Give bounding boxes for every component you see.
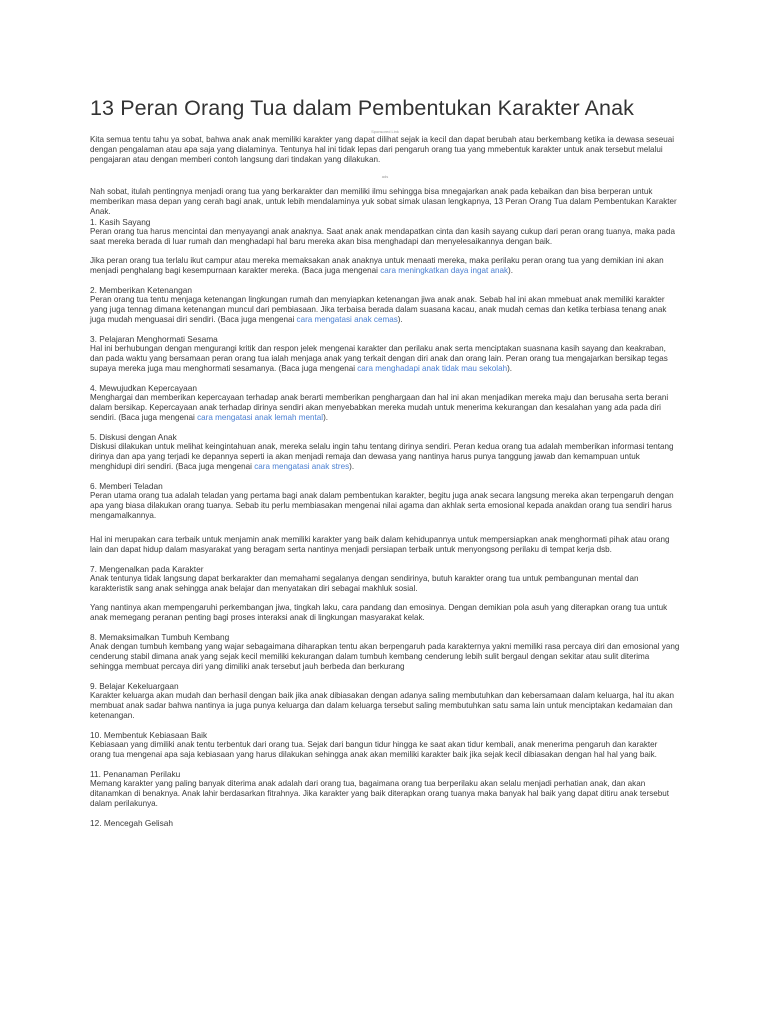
section-heading-6: 6. Memberi Teladan — [90, 481, 163, 491]
section-7-paragraph-1: Anak tentunya tidak langsung dapat berkarakter dan memahami segalanya dengan sendirinya, butuh karakter orang tua untuk pembangunan mental dan karakteristik sang anak sehingga anak belajar dan menyatakan diri sebagai makhluk sosial. — [90, 574, 639, 593]
related-link-4[interactable]: cara mengatasi anak lemah mental — [197, 413, 324, 422]
section-heading-3: 3. Pelajaran Menghormati Sesama — [90, 334, 218, 344]
related-link-5[interactable]: cara mengatasi anak stres — [254, 462, 350, 471]
section-heading-8: 8. Memaksimalkan Tumbuh Kembang — [90, 632, 230, 642]
related-link-2[interactable]: cara mengatasi anak cemas — [296, 315, 398, 324]
section-6-paragraph-2: Hal ini merupakan cara terbaik untuk menjamin anak memiliki karakter yang baik dalam kehidupannya untuk mempersiapkan anak menghormati pihak atau orang lain dan dapat hidup dalam masyarakat yang beragam serta nantinya menjadi persiapan terbaik untuk menyongsong perilaku di tempat kerja dsb. — [90, 535, 670, 554]
section-heading-11: 11. Penanaman Perilaku — [90, 769, 181, 779]
section-4-paragraph-1: Menghargai dan memberikan kepercayaan terhadap anak berarti memberikan penghargaan dan hal ini akan menjadikan mereka maju dan berusaha serta berani dalam bersikap. Kepercayaan anak terhadap dirinya sendiri akan menyebabkan mereka mudah untuk menerima kekurangan dan kesalahan yang ada pada diri sendiri. (Baca juga mengenai cara mengatasi anak lemah mental). — [90, 393, 669, 422]
related-link-1[interactable]: cara meningkatkan daya ingat anak — [380, 266, 509, 275]
section-7-paragraph-2: Yang nantinya akan mempengaruhi perkembangan jiwa, tingkah laku, cara pandang dan emosinya. Dengan demikian pola asuh yang diterapkan orang tua untuk anak memegang peranan penting bagi proses interaksi anak di lingkungan masyarakat kelak. — [90, 603, 668, 622]
section-heading-12: 12. Mencegah Gelisah — [90, 818, 174, 828]
intro-paragraph-1: Kita semua tentu tahu ya sobat, bahwa anak anak memiliki karakter yang dapat dilihat sejak ia kecil dan dapat berubah atau berkembang ketika ia dewasa seseuai dengan pengalaman atau apa saja yang dialaminya. Tentunya hal ini tidak lepas dari pengaruh orang tua yang mmebentuk karakter untuk anak tersebut melalui pengajaran atau dengan memberi contoh langsung dari tindakan yang dilakukan. — [90, 135, 675, 164]
section-9-paragraph-1: Karakter keluarga akan mudah dan berhasil dengan baik jika anak dibiasakan dengan adanya saling membutuhkan dan kebersamaan dalam keluarga, hal itu akan membuat anak sadar bahwa nantinya ia juga punya keluarga dan dalam keluarga tersebut saling membutuhkan satu sama lain untuk menciptakan kedamaian dan ketenangan. — [90, 691, 675, 720]
section-heading-10: 10. Membentuk Kebiasaan Baik — [90, 730, 208, 740]
section-2-paragraph-1: Peran orang tua tentu menjaga ketenangan lingkungan rumah dan menyiapkan ketenangan jiwa anak anak. Sebab hal ini akan mmebuat anak memiliki karakter yang juga tennag dimana ketenangan muncul dari pembiasaan. Jika terbaisa berada dalam suasana kacau, anak mudah cemas dan ketika terbiasa tenang anak juga mudah menguasai diri sendiri. (Baca juga mengenai cara mengatasi anak cemas). — [90, 295, 667, 324]
sponsored-label: Sponsored Link — [371, 129, 399, 134]
section-1-paragraph-2: Jika peran orang tua terlalu ikut campur atau mereka memaksakan anak anaknya untuk menaati mereka, maka perilaku peran orang tua yang demikian ini akan menjadi penghalang bagi kesempurnaan karakter mereka. (Baca juga mengenai cara meningkatkan daya ingat anak). — [90, 256, 664, 275]
section-5-paragraph-1: Diskusi dilakukan untuk melihat keingintahuan anak, mereka selalu ingin tahu tentang dirinya sendiri. Peran kedua orang tua adalah memberikan informasi tentang dirinya dan apa yang terjadi ke depannya seperti ia akan menjadi remaja dan dewasa yang nantinya harus punya tanggung jawab dan kemampuan untuk menghidupi diri sendiri. (Baca juga mengenai cara mengatasi anak stres). — [90, 442, 674, 471]
section-heading-2: 2. Memberikan Ketenangan — [90, 285, 192, 295]
section-heading-9: 9. Belajar Kekeluargaan — [90, 681, 179, 691]
section-heading-7: 7. Mengenalkan pada Karakter — [90, 564, 204, 574]
article — [90, 96, 680, 828]
section-6-paragraph-1: Peran utama orang tua adalah teladan yang pertama bagi anak dalam pembentukan karakter, begitu juga anak secara langsung mereka akan terpengaruh dengan apa yang biasa dilakukan orang tuanya. Sebab itu perlu membiasakan mengenai nilai agama dan akhlak serta emosional kepada anakdan orang tua sendiri harus mengamalkannya. — [90, 491, 674, 520]
related-link-3[interactable]: cara menghadapi anak tidak mau sekolah — [357, 364, 508, 373]
ads-label: ads — [381, 174, 389, 179]
section-10-paragraph-1: Kebiasaan yang dimiliki anak tentu terbentuk dari orang tua. Sejak dari bangun tidur hingga ke saat akan tidur kembali, anak menerima pengaruh dan karakter orang tua mengenai apa saja kebiasaan yang harus dilakukan sehingga anak akan memiliki karakter baik jika sejak kecil dibiasakan dengan hal hal yang baik. — [90, 740, 658, 759]
section-8-paragraph-1: Anak dengan tumbuh kembang yang wajar sebagaimana diharapkan tentu akan berpengaruh pada karakternya yakni memiliki rasa percaya diri dan emosional yang cenderung stabil dimana anak yang sejak kecil memiliki kekurangan dalam tumbuh kembang cenderung lebih sulit bergaul dengan sekitar atau sulit diterima sehingga membuat percaya diri yang dimiliki anak tersebut jauh berbeda dan berkurang — [90, 642, 680, 671]
section-heading-1: 1. Kasih Sayang — [90, 217, 151, 227]
intro-paragraph-2: Nah sobat, itulah pentingnya menjadi orang tua yang berkarakter dan memiliki ilmu sehingga bisa mnegajarkan anak pada kebaikan dan bisa berperan untuk memberikan masa depan yang cerah bagi anak, untuk lebih mendalaminya yuk sobat simak ulasan lengkapnya, 13 Peran Orang Tua dalam Pembentukan Karakter Anak. — [90, 187, 677, 216]
section-11-paragraph-1: Memang karakter yang paling banyak diterima anak adalah dari orang tua, bagaimana orang tua berperilaku akan selalu menjadi perhatian anak, dan akan ditanamkan di benaknya. Anak lahir berdasarkan fitrahnya. Jika karakter yang baik diterapkan orang tuanya maka banyak hal baik yang dapat ditiru anak tersebut dalam perilakunya. — [90, 779, 670, 808]
section-1-paragraph-1: Peran orang tua harus mencintai dan menyayangi anak anaknya. Saat anak anak mendapatkan cinta dan kasih sayang cukup dari peran orang tuanya, maka pada saat mereka berada di luar rumah dan menghadapi hal baru mereka akan bisa menghadapi dan menyelesaikannya dengan baik. — [90, 227, 675, 246]
section-heading-5: 5. Diskusi dengan Anak — [90, 432, 177, 442]
article-title: 13 Peran Orang Tua dalam Pembentukan Karakter Anak — [90, 96, 635, 120]
section-3-paragraph-1: Hal ini berhubungan dengan mengurangi kritik dan respon jelek mengenai karakter dan perilaku anak serta menciptakan suasnana kasih sayang dan keakraban, dan pada waktu yang bersamaan peran orang tua ialah menjaga anak yang terkait dengan diri anak dan orang lain. Peran orang tua mengajarkan bersikap tegas supaya mereka juga mau menghormati sesamanya. (Baca juga mengenai cara menghadapi anak tidak mau sekolah). — [90, 344, 668, 373]
section-heading-4: 4. Mewujudkan Kepercayaan — [90, 383, 198, 393]
